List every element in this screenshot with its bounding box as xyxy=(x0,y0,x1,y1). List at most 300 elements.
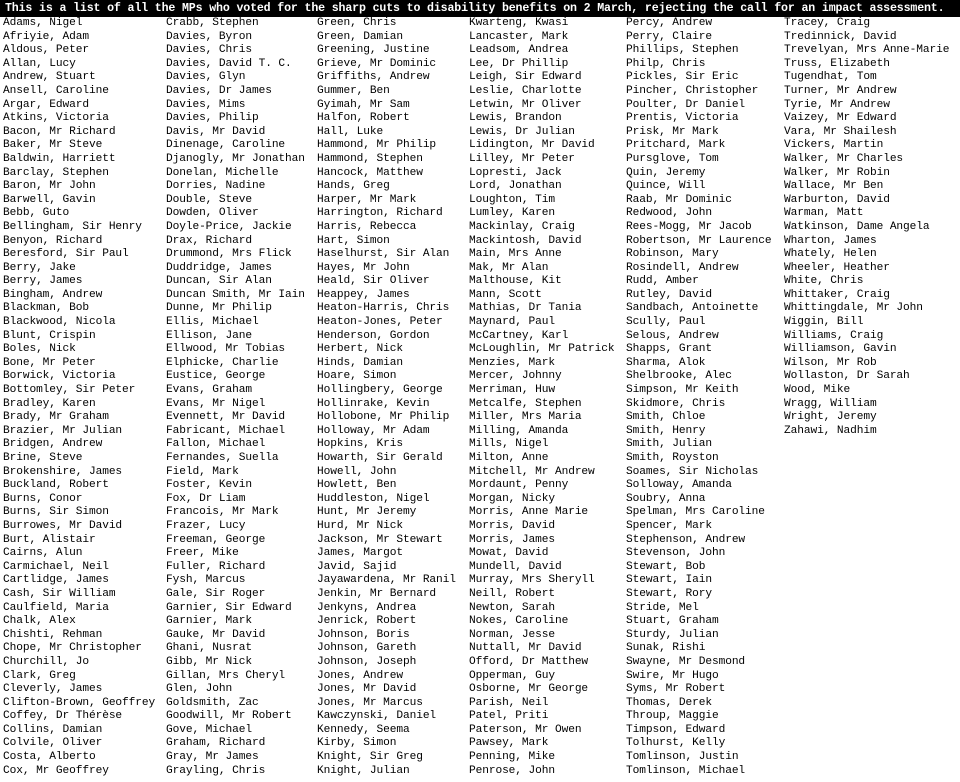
mp-name: Davis, Mr David xyxy=(166,125,266,138)
mp-name: Carmichael, Neil xyxy=(3,560,109,573)
mp-name: Rosindell, Andrew xyxy=(626,261,739,274)
mp-name: Syms, Mr Robert xyxy=(626,683,726,696)
mp-name: Whittingdale, Mr John xyxy=(784,302,923,315)
mp-name: Hall, Luke xyxy=(317,125,384,138)
mp-name: Costa, Alberto xyxy=(3,751,96,764)
mp-name: Hollinrake, Kevin xyxy=(317,397,430,410)
mp-name: Brazier, Mr Julian xyxy=(3,424,123,437)
mp-name: Brady, Mr Graham xyxy=(3,411,109,424)
mp-name: Vaizey, Mr Edward xyxy=(784,112,897,125)
mp-name: Tyrie, Mr Andrew xyxy=(784,98,890,111)
mp-name: Cleverly, James xyxy=(3,683,103,696)
mp-name: Herbert, Nick xyxy=(317,343,403,356)
mp-name: Caulfield, Maria xyxy=(3,601,109,614)
name-column-3 xyxy=(317,17,456,778)
mp-name: Lord, Jonathan xyxy=(469,180,562,193)
mp-name: Drummond, Mrs Flick xyxy=(166,248,292,261)
mp-name: Wright, Jeremy xyxy=(784,411,877,424)
mp-name: Pincher, Christopher xyxy=(626,84,759,97)
mp-name: Lilley, Mr Peter xyxy=(469,152,575,165)
mp-name: Letwin, Mr Oliver xyxy=(469,98,582,111)
mp-name: Harrington, Richard xyxy=(317,207,443,220)
mp-name: Fysh, Marcus xyxy=(166,574,246,587)
mp-name: Warburton, David xyxy=(784,193,890,206)
mp-name: Andrew, Stuart xyxy=(3,71,96,84)
mp-name: Miller, Mrs Maria xyxy=(469,411,582,424)
mp-name: Pawsey, Mark xyxy=(469,737,549,750)
mp-name: Stride, Mel xyxy=(626,601,699,614)
mp-name: Fox, Dr Liam xyxy=(166,492,246,505)
mp-name: Paterson, Mr Owen xyxy=(469,723,582,736)
mp-name: Mitchell, Mr Andrew xyxy=(469,465,595,478)
mp-name: Fallon, Michael xyxy=(166,438,266,451)
mp-name: Bebb, Guto xyxy=(3,207,70,220)
mp-name: Howarth, Sir Gerald xyxy=(317,452,443,464)
mp-name: Hancock, Matthew xyxy=(317,166,423,179)
mp-name: Rudd, Amber xyxy=(626,275,699,288)
mp-name: Tomlinson, Michael xyxy=(626,764,746,777)
mp-name: Williams, Craig xyxy=(784,329,884,342)
mp-name: Cox, Mr Geoffrey xyxy=(3,764,109,777)
mp-name: Sunak, Rishi xyxy=(626,642,706,655)
mp-name: Chishti, Rehman xyxy=(3,628,103,641)
mp-name: Duncan, Sir Alan xyxy=(166,275,272,288)
mp-name: Heaton-Jones, Peter xyxy=(317,316,443,329)
mp-name: Holloway, Mr Adam xyxy=(317,424,430,437)
mp-name: Solloway, Amanda xyxy=(626,479,732,492)
mp-name: Atkins, Victoria xyxy=(3,112,109,125)
mp-name: Simpson, Mr Keith xyxy=(626,384,739,397)
mp-name: Wollaston, Dr Sarah xyxy=(784,370,910,383)
mp-name: Cairns, Alun xyxy=(3,547,83,560)
mp-name: Lewis, Dr Julian xyxy=(469,125,575,138)
mp-name: Zahawi, Nadhim xyxy=(784,424,877,437)
mp-name: Freer, Mike xyxy=(166,547,239,560)
mp-name: Boles, Nick xyxy=(3,343,76,356)
mp-name: Mowat, David xyxy=(469,547,549,560)
mp-name: Wood, Mike xyxy=(784,384,851,397)
mp-name: Raab, Mr Dominic xyxy=(626,193,732,206)
mp-name: Hands, Greg xyxy=(317,180,390,193)
mp-name: Freeman, George xyxy=(166,533,266,546)
mp-name: Harper, Mr Mark xyxy=(317,193,417,206)
mp-name: Wiggin, Bill xyxy=(784,316,864,329)
name-column-6 xyxy=(784,17,949,438)
mp-name: Vickers, Martin xyxy=(784,139,884,152)
mp-name: Prisk, Mr Mark xyxy=(626,125,719,138)
mp-name: Maynard, Paul xyxy=(469,316,555,329)
mp-name: Mundell, David xyxy=(469,560,562,573)
mp-name: Blunt, Crispin xyxy=(3,329,96,342)
mp-name: Burns, Conor xyxy=(3,492,83,505)
mp-name: Baldwin, Harriett xyxy=(3,152,116,165)
mp-name: Donelan, Michelle xyxy=(166,166,279,179)
mp-name: Goldsmith, Zac xyxy=(166,696,259,709)
mp-name: Nokes, Caroline xyxy=(469,615,569,628)
mp-name: Tugendhat, Tom xyxy=(784,71,877,84)
mp-name: Stewart, Rory xyxy=(626,587,712,600)
mp-name: Burt, Alistair xyxy=(3,533,96,546)
mp-name: Hunt, Mr Jeremy xyxy=(317,506,417,519)
mp-name: Murray, Mrs Sheryll xyxy=(469,574,595,587)
mp-name: Javid, Sajid xyxy=(317,560,397,573)
mp-name: Glen, John xyxy=(166,683,233,696)
mp-name: Buckland, Robert xyxy=(3,479,109,492)
mp-name: Davies, Mims xyxy=(166,98,246,111)
mp-name: Stewart, Iain xyxy=(626,574,712,587)
mp-name: Dorries, Nadine xyxy=(166,180,266,193)
mp-name: Rutley, David xyxy=(626,288,712,301)
mp-name: Watkinson, Dame Angela xyxy=(784,220,930,233)
mp-name: Jones, Andrew xyxy=(317,669,403,682)
mp-name: Wheeler, Heather xyxy=(784,261,890,274)
mp-name: Mills, Nigel xyxy=(469,438,549,451)
mp-name: Hammond, Mr Philip xyxy=(317,139,437,152)
mp-name: Bellingham, Sir Henry xyxy=(3,220,142,233)
mp-name: Hayes, Mr John xyxy=(317,261,410,274)
mp-name: Kawczynski, Daniel xyxy=(317,710,437,723)
mp-name: Halfon, Robert xyxy=(317,112,410,125)
mp-name: Swire, Mr Hugo xyxy=(626,669,719,682)
mp-name: Smith, Julian xyxy=(626,438,712,451)
mp-name: Johnson, Boris xyxy=(317,628,410,641)
mp-name: Milling, Amanda xyxy=(469,424,569,437)
mp-name: Whittaker, Craig xyxy=(784,288,890,301)
mp-name: Hollobone, Mr Philip xyxy=(317,411,450,424)
mp-name: Patel, Priti xyxy=(469,710,549,723)
mp-name: Jones, Mr David xyxy=(317,683,417,696)
mp-name: Field, Mark xyxy=(166,465,239,478)
mp-name: McLoughlin, Mr Patrick xyxy=(469,343,615,356)
mp-name: Lee, Dr Phillip xyxy=(469,57,569,70)
mp-name: Heappey, James xyxy=(317,288,410,301)
mp-name: Leigh, Sir Edward xyxy=(469,71,582,84)
mp-name: Davies, David T. C. xyxy=(166,57,292,70)
mp-name: Quince, Will xyxy=(626,180,706,193)
mp-name: Evennett, Mr David xyxy=(166,411,286,424)
mp-name: Jenkin, Mr Bernard xyxy=(317,587,437,600)
mp-name: Fernandes, Suella xyxy=(166,452,279,464)
mp-name: Hart, Simon xyxy=(317,234,390,247)
mp-name: Offord, Dr Matthew xyxy=(469,655,589,668)
mp-name: Burns, Sir Simon xyxy=(3,506,109,519)
mp-name: Cash, Sir William xyxy=(3,587,116,600)
mp-name: Hammond, Stephen xyxy=(317,152,423,165)
mp-name: Redwood, John xyxy=(626,207,712,220)
mp-name: Goodwill, Mr Robert xyxy=(166,710,292,723)
mp-name: Churchill, Jo xyxy=(3,655,89,668)
mp-name: Cartlidge, James xyxy=(3,574,109,587)
name-column-4 xyxy=(469,17,615,778)
mp-name: Leslie, Charlotte xyxy=(469,84,582,97)
mp-name: Morgan, Nicky xyxy=(469,492,555,505)
mp-name: Ellis, Michael xyxy=(166,316,259,329)
mp-name: Stewart, Bob xyxy=(626,560,706,573)
mp-name: Baker, Mr Steve xyxy=(3,139,103,152)
mp-name: Walker, Mr Charles xyxy=(784,152,904,165)
mp-name: Jenkyns, Andrea xyxy=(317,601,417,614)
mp-name: Davies, Chris xyxy=(166,44,252,57)
mp-name: Ghani, Nusrat xyxy=(166,642,252,655)
mp-name: Gillan, Mrs Cheryl xyxy=(166,669,286,682)
mp-name: Parish, Neil xyxy=(469,696,549,709)
mp-name: Haselhurst, Sir Alan xyxy=(317,248,450,261)
mp-name: Hurd, Mr Nick xyxy=(317,519,403,532)
mp-name: Turner, Mr Andrew xyxy=(784,84,897,97)
mp-name: Barwell, Gavin xyxy=(3,193,96,206)
mp-name: Ellwood, Mr Tobias xyxy=(166,343,286,356)
mp-name: Quin, Jeremy xyxy=(626,166,706,179)
mp-name: White, Chris xyxy=(784,275,864,288)
mp-name: Dinenage, Caroline xyxy=(166,139,286,152)
mp-name: Jenrick, Robert xyxy=(317,615,417,628)
mp-name: Rees-Mogg, Mr Jacob xyxy=(626,220,752,233)
mp-name: Swayne, Mr Desmond xyxy=(626,655,746,668)
mp-name: Wilson, Mr Rob xyxy=(784,356,877,369)
mp-name: Williamson, Gavin xyxy=(784,343,897,356)
mp-name: Vara, Mr Shailesh xyxy=(784,125,897,138)
mp-name: Smith, Royston xyxy=(626,452,719,464)
mp-name: Spelman, Mrs Caroline xyxy=(626,506,765,519)
mp-name: Barclay, Stephen xyxy=(3,166,109,179)
mp-name: Whately, Helen xyxy=(784,248,877,261)
mp-name: Newton, Sarah xyxy=(469,601,555,614)
mp-name: Heaton-Harris, Chris xyxy=(317,302,450,315)
mp-name: Sandbach, Antoinette xyxy=(626,302,759,315)
mp-name: Mordaunt, Penny xyxy=(469,479,569,492)
mp-name: Evans, Graham xyxy=(166,384,252,397)
mp-name: Eustice, George xyxy=(166,370,266,383)
mp-name: Nuttall, Mr David xyxy=(469,642,582,655)
mp-name: Scully, Paul xyxy=(626,316,706,329)
mp-name: Dunne, Mr Philip xyxy=(166,302,272,315)
mp-name: Robinson, Mary xyxy=(626,248,719,261)
mp-name: Djanogly, Mr Jonathan xyxy=(166,152,305,165)
mp-name: Huddleston, Nigel xyxy=(317,492,430,505)
mp-name: Adams, Nigel xyxy=(3,17,83,29)
mp-name: Colvile, Oliver xyxy=(3,737,103,750)
mp-name: Prentis, Victoria xyxy=(626,112,739,125)
mp-name: Chope, Mr Christopher xyxy=(3,642,142,655)
mp-name: Davies, Dr James xyxy=(166,84,272,97)
mp-name: Coffey, Dr Thérèse xyxy=(3,710,123,723)
mp-name: Trevelyan, Mrs Anne-Marie xyxy=(784,44,950,57)
mp-name: Lumley, Karen xyxy=(469,207,555,220)
mp-name: Argar, Edward xyxy=(3,98,89,111)
mp-name: Bone, Mr Peter xyxy=(3,356,96,369)
mp-name: Bingham, Andrew xyxy=(3,288,103,301)
mp-name: Ansell, Caroline xyxy=(3,84,109,97)
mp-name: Shapps, Grant xyxy=(626,343,712,356)
mp-name: Baron, Mr John xyxy=(3,180,96,193)
mp-name: Beresford, Sir Paul xyxy=(3,248,129,261)
mp-name: Robertson, Mr Laurence xyxy=(626,234,772,247)
mp-name: Doyle-Price, Jackie xyxy=(166,220,292,233)
mp-name: Poulter, Dr Daniel xyxy=(626,98,746,111)
mp-name: Clark, Greg xyxy=(3,669,76,682)
mp-name: Tracey, Craig xyxy=(784,17,870,29)
mp-name: Howell, John xyxy=(317,465,397,478)
mp-name: Opperman, Guy xyxy=(469,669,555,682)
mp-name: Griffiths, Andrew xyxy=(317,71,430,84)
mp-name: Wragg, William xyxy=(784,397,877,410)
mp-name: Green, Damian xyxy=(317,30,403,43)
mp-name: Burrowes, Mr David xyxy=(3,519,123,532)
mp-name: Sturdy, Julian xyxy=(626,628,719,641)
mp-name: James, Margot xyxy=(317,547,403,560)
mp-name: Gray, Mr James xyxy=(166,751,259,764)
mp-name: Hopkins, Kris xyxy=(317,438,403,451)
mp-name: Loughton, Tim xyxy=(469,193,555,206)
mp-name: Skidmore, Chris xyxy=(626,397,726,410)
mp-name: Pritchard, Mark xyxy=(626,139,726,152)
mp-name: Johnson, Joseph xyxy=(317,655,417,668)
mp-name: Lopresti, Jack xyxy=(469,166,562,179)
mp-name: Neill, Robert xyxy=(469,587,555,600)
mp-name: Morris, David xyxy=(469,519,555,532)
mp-name: Morris, Anne Marie xyxy=(469,506,589,519)
mp-name: Fuller, Richard xyxy=(166,560,266,573)
mp-name: Heald, Sir Oliver xyxy=(317,275,430,288)
mp-name: Bradley, Karen xyxy=(3,397,96,410)
mp-name: Francois, Mr Mark xyxy=(166,506,279,519)
mp-name: Frazer, Lucy xyxy=(166,519,246,532)
mp-name: Kwarteng, Kwasi xyxy=(469,17,569,29)
mp-name: Warman, Matt xyxy=(784,207,864,220)
mp-name: Hinds, Damian xyxy=(317,356,403,369)
mp-name: Berry, Jake xyxy=(3,261,76,274)
mp-name: Fabricant, Michael xyxy=(166,424,286,437)
mp-name: Gale, Sir Roger xyxy=(166,587,266,600)
mp-name: Mackinlay, Craig xyxy=(469,220,575,233)
mp-name: Grieve, Mr Dominic xyxy=(317,57,437,70)
mp-name: Mackintosh, David xyxy=(469,234,582,247)
mp-name: Wallace, Mr Ben xyxy=(784,180,884,193)
mp-name: Afriyie, Adam xyxy=(3,30,89,43)
mp-name: Kennedy, Seema xyxy=(317,723,410,736)
mp-name: Drax, Richard xyxy=(166,234,252,247)
mp-name: Sharma, Alok xyxy=(626,356,706,369)
mp-name: Henderson, Gordon xyxy=(317,329,430,342)
mp-name: Garnier, Sir Edward xyxy=(166,601,292,614)
mp-name: Clifton-Brown, Geoffrey xyxy=(3,696,156,709)
mp-name: Crabb, Stephen xyxy=(166,17,259,29)
mp-name: Main, Mrs Anne xyxy=(469,248,562,261)
mp-name: Mathias, Dr Tania xyxy=(469,302,582,315)
mp-name: Jayawardena, Mr Ranil xyxy=(317,574,456,587)
mp-name: Metcalfe, Stephen xyxy=(469,397,582,410)
mp-name: Howlett, Ben xyxy=(317,479,397,492)
mp-name: Borwick, Victoria xyxy=(3,370,116,383)
mp-name: Milton, Anne xyxy=(469,452,549,464)
mp-name: Pickles, Sir Eric xyxy=(626,71,739,84)
mp-name: Lidington, Mr David xyxy=(469,139,595,152)
mp-name: Menzies, Mark xyxy=(469,356,555,369)
mp-name: Kirby, Simon xyxy=(317,737,397,750)
mp-name: Collins, Damian xyxy=(3,723,103,736)
mp-name: Allan, Lucy xyxy=(3,57,76,70)
mp-name: Phillips, Stephen xyxy=(626,44,739,57)
mp-name: Hoare, Simon xyxy=(317,370,397,383)
mp-name: Jones, Mr Marcus xyxy=(317,696,423,709)
mp-name: Graham, Richard xyxy=(166,737,266,750)
mp-name: Mercer, Johnny xyxy=(469,370,562,383)
mp-name: Green, Chris xyxy=(317,17,397,29)
mp-name: Soames, Sir Nicholas xyxy=(626,465,759,478)
mp-name: Double, Steve xyxy=(166,193,252,206)
mp-name: Elphicke, Charlie xyxy=(166,356,279,369)
mp-name: Leadsom, Andrea xyxy=(469,44,569,57)
mp-name: Gummer, Ben xyxy=(317,84,390,97)
mp-name: Truss, Elizabeth xyxy=(784,57,890,70)
mp-name: Berry, James xyxy=(3,275,83,288)
mp-name: Lewis, Brandon xyxy=(469,112,562,125)
mp-name: Gibb, Mr Nick xyxy=(166,655,252,668)
mp-name: Foster, Kevin xyxy=(166,479,252,492)
mp-name: Duncan Smith, Mr Iain xyxy=(166,288,305,301)
mp-name: Davies, Glyn xyxy=(166,71,246,84)
mp-name: Penning, Mike xyxy=(469,751,555,764)
mp-name: Bridgen, Andrew xyxy=(3,438,103,451)
mp-name: Bottomley, Sir Peter xyxy=(3,384,136,397)
mp-name: Stuart, Graham xyxy=(626,615,719,628)
mp-name: Osborne, Mr George xyxy=(469,683,589,696)
mp-name: Gyimah, Mr Sam xyxy=(317,98,410,111)
mp-name: Perry, Claire xyxy=(626,30,712,43)
mp-name: Bacon, Mr Richard xyxy=(3,125,116,138)
mp-name: Ellison, Jane xyxy=(166,329,252,342)
mp-name: Davies, Philip xyxy=(166,112,259,125)
name-column-2 xyxy=(166,17,305,778)
mp-name: Penrose, John xyxy=(469,764,555,777)
mp-name: Garnier, Mark xyxy=(166,615,252,628)
mp-name: Benyon, Richard xyxy=(3,234,103,247)
mp-name: Selous, Andrew xyxy=(626,329,719,342)
mp-name: Blackman, Bob xyxy=(3,302,89,315)
mp-name: Mak, Mr Alan xyxy=(469,261,549,274)
mp-name: Norman, Jesse xyxy=(469,628,555,641)
list-heading: This is a list of all the MPs who voted for the sharp cuts to disability benefits on 2 March, rejecting the call for an impact assessment. xyxy=(0,0,960,17)
mp-name: Dowden, Oliver xyxy=(166,207,259,220)
mp-name: Philp, Chris xyxy=(626,57,706,70)
mp-name: Tomlinson, Justin xyxy=(626,751,739,764)
mp-name: Tolhurst, Kelly xyxy=(626,737,726,750)
mp-name: Chalk, Alex xyxy=(3,615,76,628)
mp-name: Wharton, James xyxy=(784,234,877,247)
mp-name: Davies, Byron xyxy=(166,30,252,43)
mp-name: Johnson, Gareth xyxy=(317,642,417,655)
mp-name: McCartney, Karl xyxy=(469,329,569,342)
mp-name: Soubry, Anna xyxy=(626,492,706,505)
mp-name: Duddridge, James xyxy=(166,261,272,274)
name-column-5 xyxy=(626,17,772,778)
mp-name-columns xyxy=(0,17,960,782)
mp-name: Pursglove, Tom xyxy=(626,152,719,165)
mp-name: Walker, Mr Robin xyxy=(784,166,890,179)
mp-name: Smith, Chloe xyxy=(626,411,706,424)
mp-name: Throup, Maggie xyxy=(626,710,719,723)
name-column-1 xyxy=(3,17,155,778)
mp-name: Knight, Sir Greg xyxy=(317,751,423,764)
mp-name: Lancaster, Mark xyxy=(469,30,569,43)
mp-name: Morris, James xyxy=(469,533,555,546)
mp-name: Gove, Michael xyxy=(166,723,252,736)
mp-name: Percy, Andrew xyxy=(626,17,712,29)
mp-name: Grayling, Chris xyxy=(166,764,266,777)
mp-name: Smith, Henry xyxy=(626,424,706,437)
mp-name: Stevenson, John xyxy=(626,547,726,560)
mp-name: Spencer, Mark xyxy=(626,519,712,532)
